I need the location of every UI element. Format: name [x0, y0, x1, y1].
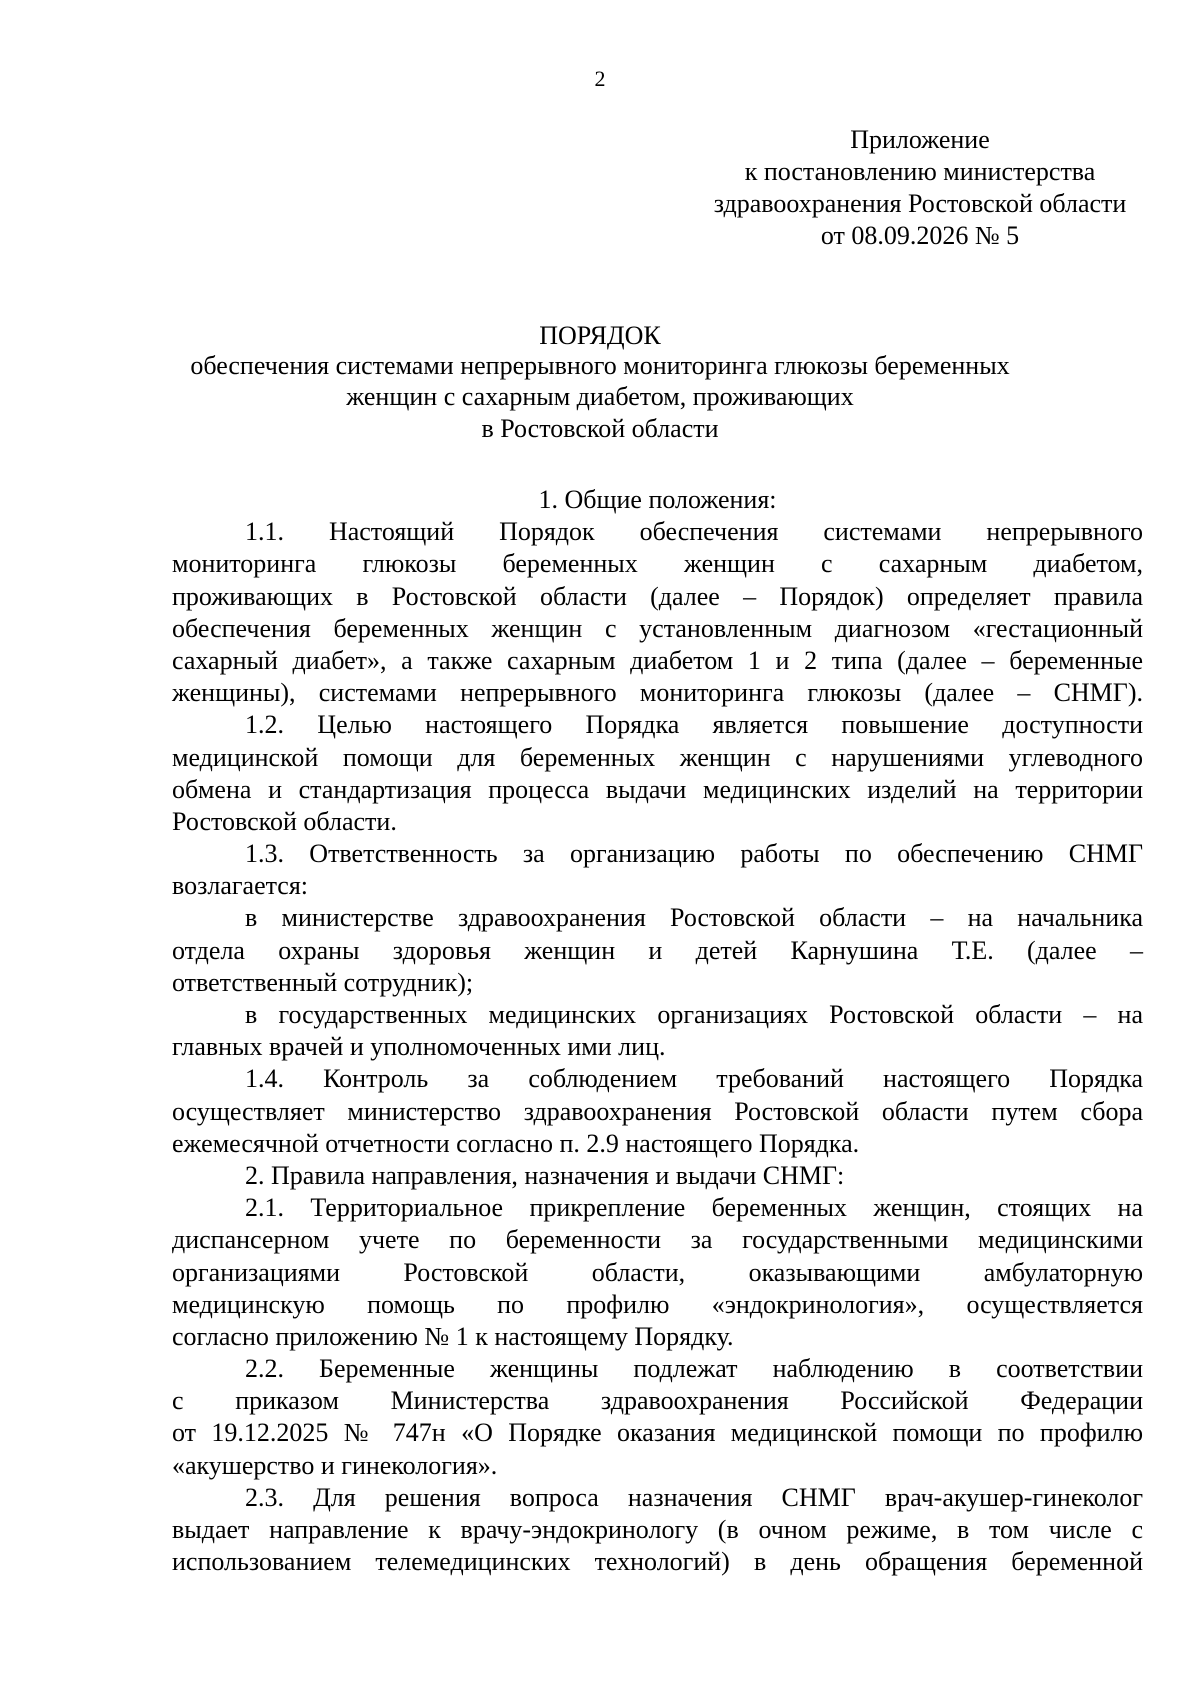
subtitle-line: женщин с сахарным диабетом, проживающих — [346, 382, 854, 412]
subtitle-line: в Ростовской области — [481, 413, 719, 443]
paragraph-line: от 19.12.2025 № 747н «О Порядке оказания медицинской помощи по профилю — [172, 1418, 1143, 1448]
document-subtitle — [150, 350, 1050, 444]
paragraph-line: «акушерство и гинекология». — [172, 1450, 498, 1480]
paragraph-line: 2.1. Территориальное прикрепление беременных женщин, стоящих на — [245, 1193, 1143, 1223]
paragraph-line: женщины), системами непрерывного мониторинга глюкозы (далее – СНМГ). — [172, 678, 1143, 708]
paragraph-line: с приказом Министерства здравоохранения Российской Федерации — [172, 1386, 1143, 1416]
attachment-line: здравоохранения Ростовской области — [713, 189, 1127, 218]
paragraph-line: использованием телемедицинских технологий) в день обращения беременной — [172, 1547, 1143, 1577]
paragraph-line: согласно приложению № 1 к настоящему Порядку. — [172, 1321, 734, 1351]
paragraph-line: в министерстве здравоохранения Ростовской области – на начальника — [245, 903, 1143, 933]
paragraph-line: выдает направление к врачу-эндокринологу (в очном режиме, в том числе с — [172, 1515, 1143, 1544]
paragraph-line: медицинской помощи для беременных женщин с нарушениями углеводного — [172, 742, 1143, 772]
paragraph-line: мониторинга глюкозы беременных женщин с сахарным диабетом, — [172, 549, 1143, 579]
page-number: 2 — [594, 66, 606, 91]
section-heading: 2. Правила направления, назначения и выдачи СНМГ: — [245, 1160, 845, 1190]
paragraph-line: 1.1. Настоящий Порядок обеспечения системами непрерывного — [245, 517, 1143, 547]
paragraph-line: медицинскую помощь по профилю «эндокринология», осуществляется — [172, 1289, 1143, 1319]
document-body — [172, 484, 1143, 1578]
paragraph-line: сахарный диабет», а также сахарным диабетом 1 и 2 типа (далее – беременные — [172, 645, 1143, 675]
subtitle-line: обеспечения системами непрерывного мониторинга глюкозы беременных — [190, 351, 1010, 380]
paragraph-line: в государственных медицинских организациях Ростовской области – на — [245, 1000, 1143, 1029]
paragraph-line: Ростовской области. — [172, 806, 397, 836]
paragraph-line: ежемесячной отчетности согласно п. 2.9 настоящего Порядка. — [172, 1128, 860, 1158]
paragraph-line: 2.3. Для решения вопроса назначения СНМГ врач-акушер-гинеколог — [245, 1482, 1143, 1512]
paragraph-line: отдела охраны здоровья женщин и детей Карнушина Т.Е. (далее – — [172, 935, 1143, 965]
attachment-line: от 08.09.2026 № 5 — [820, 221, 1020, 250]
paragraph-line: 1.3. Ответственность за организацию работы по обеспечению СНМГ — [245, 839, 1143, 869]
paragraph-line: организациями Ростовской области, оказывающими амбулаторную — [172, 1257, 1143, 1287]
attachment-line: Приложение — [850, 125, 990, 154]
paragraph-line: 1.2. Целью настоящего Порядка является повышение доступности — [245, 710, 1143, 740]
attachment-block — [650, 124, 1190, 252]
paragraph-line: 2.2. Беременные женщины подлежат наблюдению в соответствии — [245, 1354, 1143, 1384]
document-title: ПОРЯДОК — [539, 321, 661, 350]
paragraph-line: 1.4. Контроль за соблюдением требований настоящего Порядка — [245, 1064, 1143, 1094]
paragraph-line: обмена и стандартизация процесса выдачи медицинских изделий на территории — [172, 774, 1143, 804]
attachment-line: к постановлению министерства — [744, 157, 1096, 186]
paragraph-line: осуществляет министерство здравоохранения Ростовской области путем сбора — [172, 1096, 1143, 1126]
paragraph-line: возлагается: — [172, 871, 309, 901]
paragraph-line: диспансерном учете по беременности за государственными медицинскими — [172, 1225, 1143, 1255]
paragraph-line: главных врачей и уполномоченных ими лиц. — [172, 1032, 666, 1062]
paragraph-line: ответственный сотрудник); — [172, 967, 474, 997]
section-heading: 1. Общие положения: — [538, 485, 777, 514]
paragraph-line: обеспечения беременных женщин с установленным диагнозом «гестационный — [172, 613, 1143, 643]
paragraph-line: проживающих в Ростовской области (далее – Порядок) определяет правила — [172, 581, 1143, 611]
